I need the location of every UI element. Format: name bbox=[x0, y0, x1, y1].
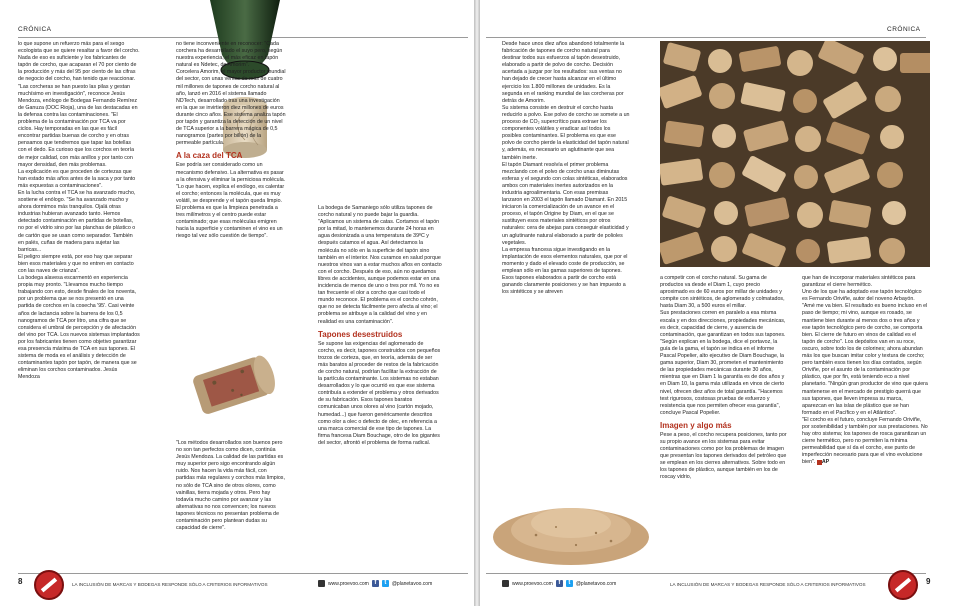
right-page bbox=[480, 0, 954, 606]
paragraph: "Los métodos desarrollados son buenos pero no son tan perfectos como dicen, continúa Jesús Mendoza. La calidad de las partidas es muy superior pero sigo encontrando algún ruido. Nos hacen la vida más fácil, con partidas más regulares y corchos más limpios, no sólo de TCA sino de otros olores, como vainillas, tierra mojada y otros. Pero hay todavía mucho camino por avanzar y las alternativas no nos convencen; los nuevos tapones técnicos no presentan problema de contaminación pero plantean dudas su capacidad de cierre". bbox=[176, 440, 285, 532]
paragraph-text: "El corcho es el futuro, concluye Fernando Oriviñe, por sostenibilidad y también por sus prestaciones. No hay otro sistema; los tapones de rosca garantizan un cierre hermético, pero no permiten la mínima permeabilidad que sí da el corcho, ese punto de imperfección necesario para que el vino evolucione bien". bbox=[802, 416, 928, 466]
header-rule bbox=[486, 37, 926, 38]
paragraph: Sus prestaciones corren en paralelo a esa misma escala y en dos direcciones, propiedades mecánicas, es decir, capacidad de cierre, y ausencia de contaminación, que garantizan en todos sus tapones. "Según explican en la bodega, dice el portavoz, la guía de la gama, el tapón se indica en el informe Pascal Popelier, alto ejecutivo de Diam Bouchage, la gama superior, Diam 30, prometen el mantenimiento de las propiedades mecánicas durante 30 años, mientras que en Diam 1 la garantía es de dos años y en Diam 10, la gama más utilizada en vinos de cierto nivel, ofrecen diez años de total garantía. "Hacemos test rigurosos, costosas pruebas de esfuerzo y resistencia que nos permiten ofrecer esa garantía", concluye Pascal Popelier. bbox=[660, 310, 786, 416]
paragraph: Ese podría ser considerado como un mecanismo defensivo. La alternativa es pasar a la ofensiva y eliminar la perniciosa molécula. "Lo que hacen, explica el enólogo, es calentar el corcho; entonces la molécula, que es muy volátil, se desprende y el tapón queda limpio. El problema es que la limpieza penetrada a tres milímetros y el centro puede estar contaminado; que esas moléculas emigren hacia la superficie y contaminen el vino es un riesgo tal vez sólo cuestión de tiempo". bbox=[176, 162, 286, 240]
paragraph bbox=[802, 417, 928, 467]
paragraph: Su sistema consiste en destruir el corcho hasta reducirlo a polvo. Ese polvo de corcho se somete a un proceso de CO₂ supercrítico para extraer los componentes volátiles y eradicar así todos los posibles contaminantes. El problema es que ese polvo de corcho pierde la elasticidad del tapón natural y, además, es necesario un aglutinante que sea también inerte. bbox=[502, 104, 630, 161]
cork-closeup-photo bbox=[176, 345, 291, 425]
paragraph: Corcelera Amorim, el mayor productor mundial del sector, con unas ventas de más de cuatro mil millones de tapones de corcho natural al año, lanzó en 2016 el sistema llamado NDTech, desarrollado tras una investigación en la que se invirtieron diez millones de euros durante cinco años. Ese sistema analiza tapón por tapón y garantiza la detección de un nivel de TCA superior a la barrera mágica de 0,5 nanogramos (partes por billón) de la permeable partícula. bbox=[176, 69, 286, 147]
paragraph: La empresa francesa sigue investigando en la implantación de esos elementos naturales, que por el momento y dado el elevado coste de producción, se emplean sólo en las gamas superiores de tapones. Esos tapones elaborados a partir de corcho está ganando claramente posiciones y se han impuesto a los sintéticos y se atreven bbox=[502, 246, 628, 296]
paragraph: En la lucha contra el TCA se ha avanzado mucho, sostiene el enólogo. "Se ha avanzado mucho y ahora dormimos más tranquilos. Ojalá otras industrias hubieran avanzado tanto. Hemos detectado contaminación en partidas de botellas, no por el vidrio sino por las planchas de plástico o de cartón que se usan como separador. También en palés, cuñas de madera para sujetar las barricas... bbox=[18, 189, 136, 253]
paragraph: Uno de los que ha adoptado ese tapón tecnológico es Fernando Oriviñe, autor del noveno Arbayón. "Amé me va bien. El resultado es bueno incluso en el paso de tiempo; mi vino, aunque es rosado, se mantiene bien durante al menos dos o tres años y ese tapón tecnológico pero de corcho, se comporta bien. El cierre de futuro en vinos de calidad es el tapón de corcho". Los depósitos van en su roce, oscuro, sobre todo los de colorines; ahora abundan más los que buscan imitar color y textura de corcho; pero también esos tienen los días contados, según Oriviñe, por el asunto de la contaminación por plástico, que por fin, está teniendo eco a nivel planetario. "Ningún gran productor de vino que quiera mantenerse en el mercado de prestigio querrá que sus tapones, que lleven impresa su marca, aparezcan en las islas de plástico que se han formado en el Pacífico y en el Atlántico". bbox=[802, 289, 928, 416]
paragraph: La explicación es que proceden de cortezas que han estado más años antes de la saca y por tanto más expuestas a contaminaciones". bbox=[18, 168, 136, 189]
paragraph: El tapón Diamant resolvía el primer problema mezclando con el polvo de corcho unas diminutas esferas y el segundo con colas sintéticas, elaborados ambos con materiales inertes autorizados en la industria agroalimentaria. Con esas premisas lanzaron en 2003 el tapón llamado Diamant. En 2015 iniciaron la comercialización de un avance en el proceso, el tapón Origine by Diam, en el que se sustituyen esos materiales sintéticos por otros naturales: cera de abejas para conseguir elasticidad y un aglutinante natural elaborado a partir de polioles vegetales. bbox=[502, 161, 629, 246]
paragraph: La bodega de Samaniego sólo utiliza tapones de corcho natural y no puede bajar la guardia. "Aplicamos un sistema de catas. Cortamos el tapón por la mitad, lo mantenemos durante 24 horas en agua desionizada a una temperatura de 39ºC y después catamos el agua. Así detectamos la molécula no sólo en la superficie del tapón sino también en el interior. Nos curamos en salud porque nuestros vinos van a estar muchos años en contacto con el corcho. Después de eso, aún no quedamos libres de accidentes, aunque podemos estar en una incidencia de menos de uno o tres por mil. Yo no es tan frecuente el olor a corcho que casi todo el mundo reconoce. El problema es el corcho cohrón, que no se detecta fácilmente pero afecta al vino; el problema se atribuye a la calidad del vino y en realidad es una contaminación". bbox=[318, 205, 442, 325]
left-column-3 bbox=[318, 205, 442, 447]
footer-rule bbox=[486, 573, 926, 574]
twitter-handle[interactable]: @planetavoo.com bbox=[391, 580, 433, 587]
paragraph: no tiene inconveniente en reconocer: "Cada corchera ha desarrollado el suyo pero, según nuestra experiencia, el más eficaz en tapón natural es Ndetec, de Amorim". bbox=[176, 41, 283, 69]
left-column-1 bbox=[18, 41, 140, 382]
paragraph: El peligro siempre está, por eso hay que separar bien esos materiales y que no entren en contacto con las naves de crianza". bbox=[18, 253, 134, 274]
no-plastic-badge-icon bbox=[34, 570, 64, 600]
left-column-2b bbox=[176, 440, 286, 532]
subheading: Tapones desestruidos bbox=[318, 329, 403, 339]
section-label: CRÓNICA bbox=[18, 26, 52, 33]
left-column-2 bbox=[176, 41, 286, 240]
subheading: Imagen y algo más bbox=[660, 420, 732, 430]
website-link[interactable]: www.proevoo.com bbox=[328, 580, 369, 587]
section-label: CRÓNICA bbox=[887, 26, 921, 33]
left-page bbox=[0, 0, 474, 606]
social-links bbox=[318, 580, 432, 587]
subheading: A la caza del TCA bbox=[176, 151, 243, 161]
globe-icon bbox=[318, 580, 325, 587]
facebook-icon[interactable]: f bbox=[556, 580, 563, 587]
right-column-1 bbox=[502, 41, 630, 296]
paragraph: Pese a peso, el corcho recupera posiciones, tanto por su propio avance en los sistemas para evitar contaminaciones como por los problemas de imagen que presentan los tapones derivados del petróleo que se emplean en los cierres alternativos. Sobre todo en los tapones de plástico, aunque también en los de roscay vidrio, bbox=[660, 431, 787, 481]
author-signature: AP bbox=[821, 459, 830, 466]
no-plastic-badge-icon bbox=[888, 570, 918, 600]
footer-disclaimer: LA INCLUSIÓN DE MARCAS Y BODEGAS RESPONDE SÓLO A CRITERIOS INFORMATIVOS bbox=[670, 582, 866, 587]
paragraph: que han de incorporar materiales sintéticos para garantizar el cierre hermético. bbox=[802, 275, 916, 289]
page-number: 8 bbox=[18, 577, 23, 586]
right-column-2 bbox=[660, 275, 788, 482]
twitter-icon[interactable]: t bbox=[382, 580, 389, 587]
paragraph: La bodega alavesa escarmentó en experiencia propia muy pronto. "Llevamos mucho tiempo trabajando con esto, desde finales de los noventa, por un problema que se nos presentó en una partida de corchos en la cosecha '95'. Casi veinte años de lactancia sobre la barrera de los 0,5 nanogramos de TCA por litro, una cifra que se considera el umbral de percepción y de afectación del vino por TCA. Los nuevos sistemas implantados por los fabricantes tienen como objetivo garantizar esa presencia máxima de TCA en sus tapones. El sistema de moda es el análisis y detección de contaminantes tapón por tapón, de manera que se eliminan los corchos contaminados. Jesús Mendoza bbox=[18, 275, 140, 381]
page-number: 9 bbox=[926, 577, 931, 586]
right-column-3 bbox=[802, 275, 928, 467]
twitter-icon[interactable]: t bbox=[566, 580, 573, 587]
paragraph: "Las corcheras se han puesto las pilas y gestan muchísimo en investigación", reconoce Jesús Mendoza, enólogo de Bodegas Fernando Remírez de Ganuza (DOC Rioja), una de las destacadas en la defensa contra las contaminaciones. "El problema de la contaminación por TCA va por ciclos. Hay temporadas en las que es fácil encontrar partidas buenas de corcho y en otras pensamos que tendremos que tapar las botellas con el dedo. Es curioso que los corchos en teoría de mejor calidad, con más anillos y por tanto con mayor densidad, den más problemas. bbox=[18, 83, 138, 168]
facebook-icon[interactable]: f bbox=[372, 580, 379, 587]
footer-rule bbox=[18, 573, 468, 574]
cork-powder-photo bbox=[486, 475, 656, 570]
globe-icon bbox=[502, 580, 509, 587]
paragraph: a competir con el corcho natural. Su gama de productos va desde el Diam 1, cuyo precio aproximado es de 60 euros por millar de unidades y compite con sintéticos, de aglomerado y colmatados, hasta Diam 30, a 500 euros el millar. bbox=[660, 275, 785, 310]
paragraph: Se supone las exigencias del aglomerado de corcho, es decir, tapones construidos con pequeños trozos de corteza, que, en teoría, además de ser más baratos al proceder de restos de la fabricación de corcho natural, podrían facilitar la extracción de la partícula contaminante. Los sistemas no estaban desarrollados y lo que ocurrió es que ese sistema contribuía a extender el problema y otros derivados de su fabricación. Esos tapones baratos comunicaban unos olores al vino (cartón mojado, humedad...) que fueron genéricamente descritos como olor a olec o defecto de olec, en referencia a una marca comercial de ese tipo de tapones. La firma francesa Diam Bouchage, otro de los gigantes del sector, afrontó el problema de forma radical. bbox=[318, 340, 441, 446]
footer-disclaimer: LA INCLUSIÓN DE MARCAS Y BODEGAS RESPONDE SÓLO A CRITERIOS INFORMATIVOS bbox=[72, 582, 268, 587]
website-link[interactable]: www.proevoo.com bbox=[512, 580, 553, 587]
social-links bbox=[502, 580, 616, 587]
twitter-handle[interactable]: @planetavoo.com bbox=[575, 580, 617, 587]
paragraph: Desde hace unos diez años abandonó totalmente la fabricación de tapones de corcho natural para destinar todos sus esfuerzos al tapón desestruido, elaborado a partir de polvo de corcho. Decisión acertada a juzgar por los resultados: sus ventas no han dejado de crecer hasta alcanzar en el último ejercicio los 1.800 millones de unidades. Es la segunda en el ranking mundial de las corcheras por detrás de Amorim. bbox=[502, 41, 625, 104]
corks-pile-photo bbox=[660, 41, 930, 267]
paragraph: lo que supone un refuerzo más para el sesgo ecologista que se quiere resaltar a favor del corcho. Nada de eso es suficiente y los fabricantes de tapón de corcho, que acaparan el 70 por ciento de la producción y más del 95 por ciento de las cifras de negocio del corcho, han tenido que reaccionar. bbox=[18, 41, 140, 83]
